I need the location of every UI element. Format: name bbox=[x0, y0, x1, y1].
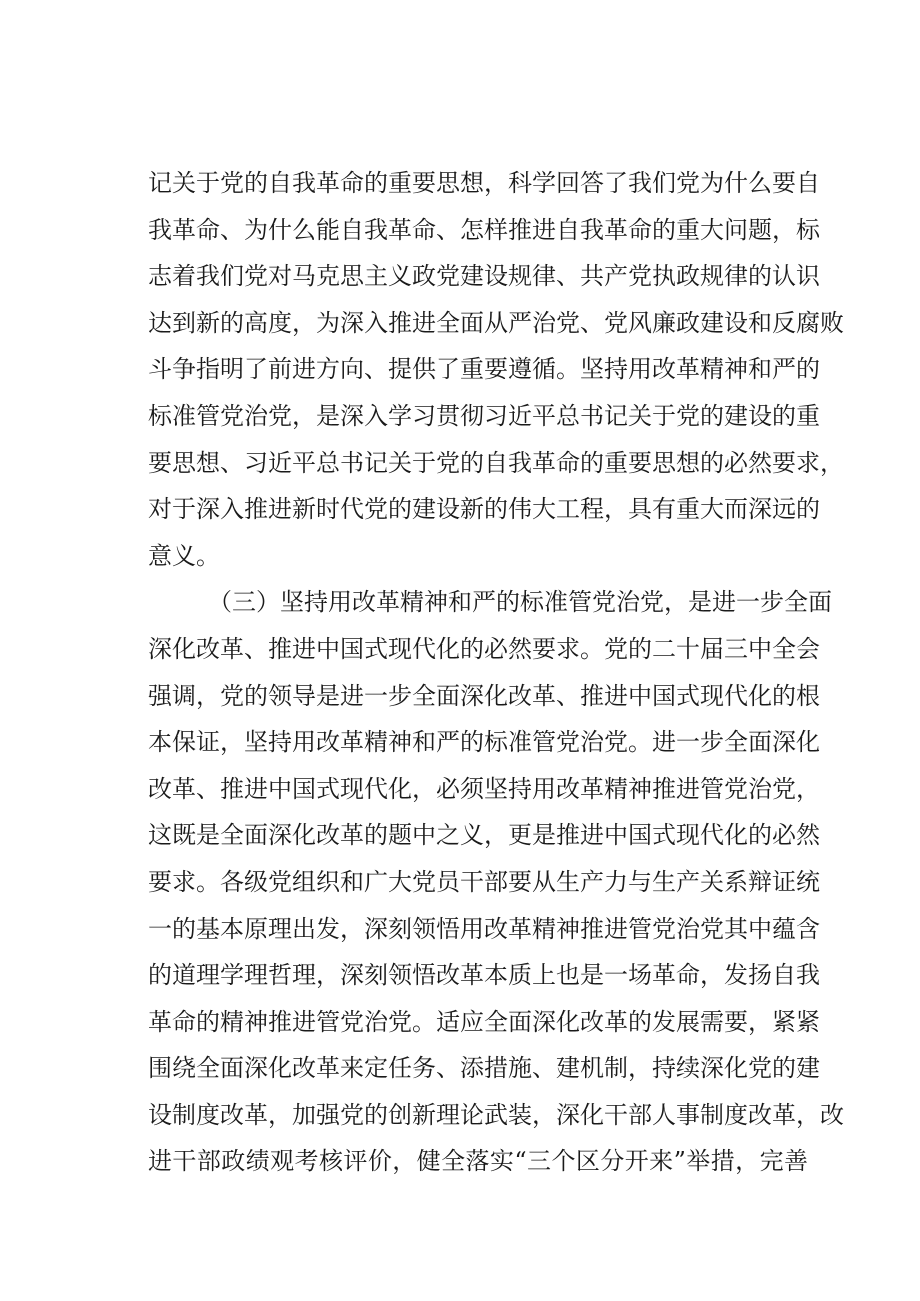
text-line: 这既是全面深化改革的题中之义，更是推进中国式现代化的必然 bbox=[148, 821, 820, 850]
text-line: 要思想、习近平总书记关于党的自我革命的重要思想的必然要求， bbox=[148, 448, 844, 477]
text-line: 强调，党的领导是进一步全面深化改革、推进中国式现代化的根 bbox=[148, 681, 820, 710]
text-line: 的道理学理哲理，深刻领悟改革本质上也是一场革命，发扬自我 bbox=[148, 961, 820, 990]
text-line: 围绕全面深化改革来定任务、添措施、建机制，持续深化党的建 bbox=[148, 1054, 820, 1083]
text-line: 标准管党治党，是深入学习贯彻习近平总书记关于党的建设的重 bbox=[148, 401, 820, 430]
text-line: 设制度改革，加强党的创新理论武装，深化干部人事制度改革，改 bbox=[148, 1100, 844, 1129]
text-line: 志着我们党对马克思主义政党建设规律、共产党执政规律的认识 bbox=[148, 262, 820, 291]
body-text bbox=[148, 160, 844, 1185]
text-line: 进干部政绩观考核评价，健全落实“三个区分开来”举措，完善 bbox=[148, 1147, 808, 1176]
paragraph-start-line: （三）坚持用改革精神和严的标准管党治党，是进一步全面 bbox=[208, 588, 832, 617]
text-line: 达到新的高度，为深入推进全面从严治党、党风廉政建设和反腐败 bbox=[148, 308, 844, 337]
text-line: 要求。各级党组织和广大党员干部要从生产力与生产关系辩证统 bbox=[148, 867, 820, 896]
text-line: 深化改革、推进中国式现代化的必然要求。党的二十届三中全会 bbox=[148, 634, 820, 663]
text-line: 本保证，坚持用改革精神和严的标准管党治党。进一步全面深化 bbox=[148, 728, 820, 757]
text-line: 意义。 bbox=[148, 541, 220, 570]
text-line: 斗争指明了前进方向、提供了重要遵循。坚持用改革精神和严的 bbox=[148, 355, 820, 384]
text-line: 革命的精神推进管党治党。适应全面深化改革的发展需要，紧紧 bbox=[148, 1007, 820, 1036]
text-line: 改革、推进中国式现代化，必须坚持用改革精神推进管党治党， bbox=[148, 774, 820, 803]
text-line: 我革命、为什么能自我革命、怎样推进自我革命的重大问题，标 bbox=[148, 215, 820, 244]
text-line: 对于深入推进新时代党的建设新的伟大工程，具有重大而深远的 bbox=[148, 495, 820, 524]
text-line: 一的基本原理出发，深刻领悟用改革精神推进管党治党其中蕴含 bbox=[148, 914, 820, 943]
text-line: 记关于党的自我革命的重要思想，科学回答了我们党为什么要自 bbox=[148, 169, 820, 197]
